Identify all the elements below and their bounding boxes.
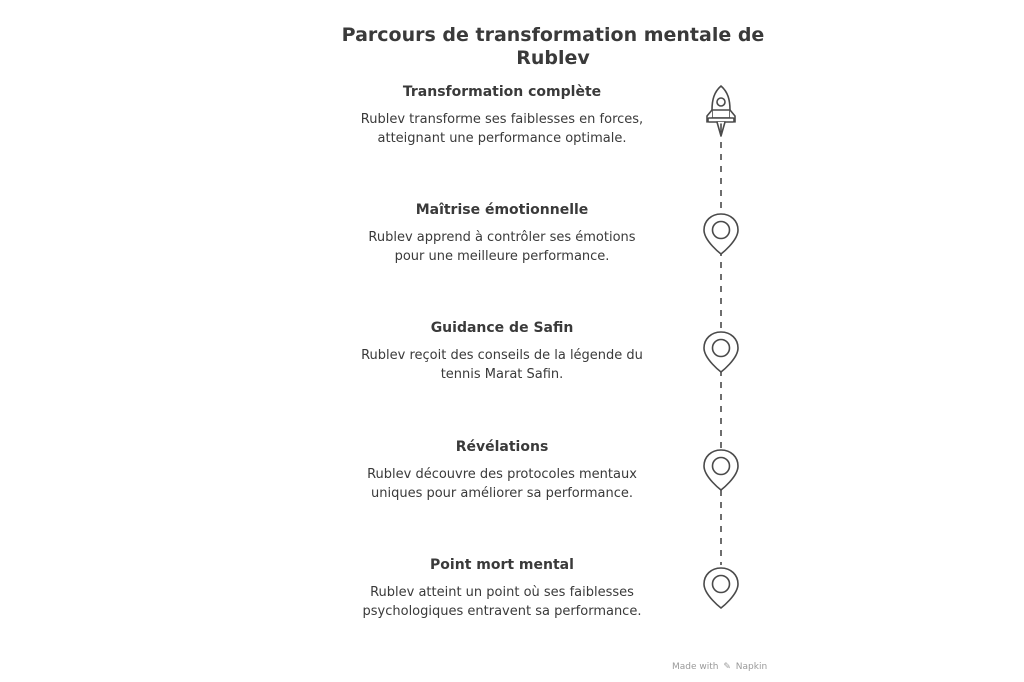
step-description: Rublev transforme ses faiblesses en forces, atteignant une performance optimale. [360,112,644,146]
step-heading: Révélations [455,439,549,455]
step-guidance-safin [352,319,652,384]
step-description: Rublev atteint un point où ses faiblesses psychologiques entravent sa performance. [362,585,642,619]
map-pin-icon [704,214,738,254]
map-pin-icon [704,450,738,490]
step-heading: Transformation complète [402,84,602,100]
step-transformation-complete [352,83,652,148]
step-heading: Guidance de Safin [430,320,574,336]
napkin-logo-icon: ✎ [723,662,731,672]
step-description: Rublev découvre des protocoles mentaux uniques pour améliorer sa performance. [367,467,637,501]
diagram-title: Parcours de transformation mentale de Rublev [341,24,765,69]
map-pin-icon [704,568,738,608]
map-pin-icon [704,332,738,372]
step-maitrise-emotionnelle [352,201,652,266]
step-point-mort-mental [352,556,652,621]
timeline [690,80,754,620]
step-heading: Maîtrise émotionnelle [415,202,589,218]
rocket-icon [707,86,735,136]
step-heading: Point mort mental [430,557,574,573]
step-revelations [352,438,652,503]
brand-name: Napkin [735,662,768,672]
step-description: Rublev apprend à contrôler ses émotions pour une meilleure performance. [368,230,636,264]
step-description: Rublev reçoit des conseils de la légende du tennis Marat Safin. [361,348,643,382]
footer-attribution [672,662,767,672]
made-with-label: Made with [672,662,719,672]
